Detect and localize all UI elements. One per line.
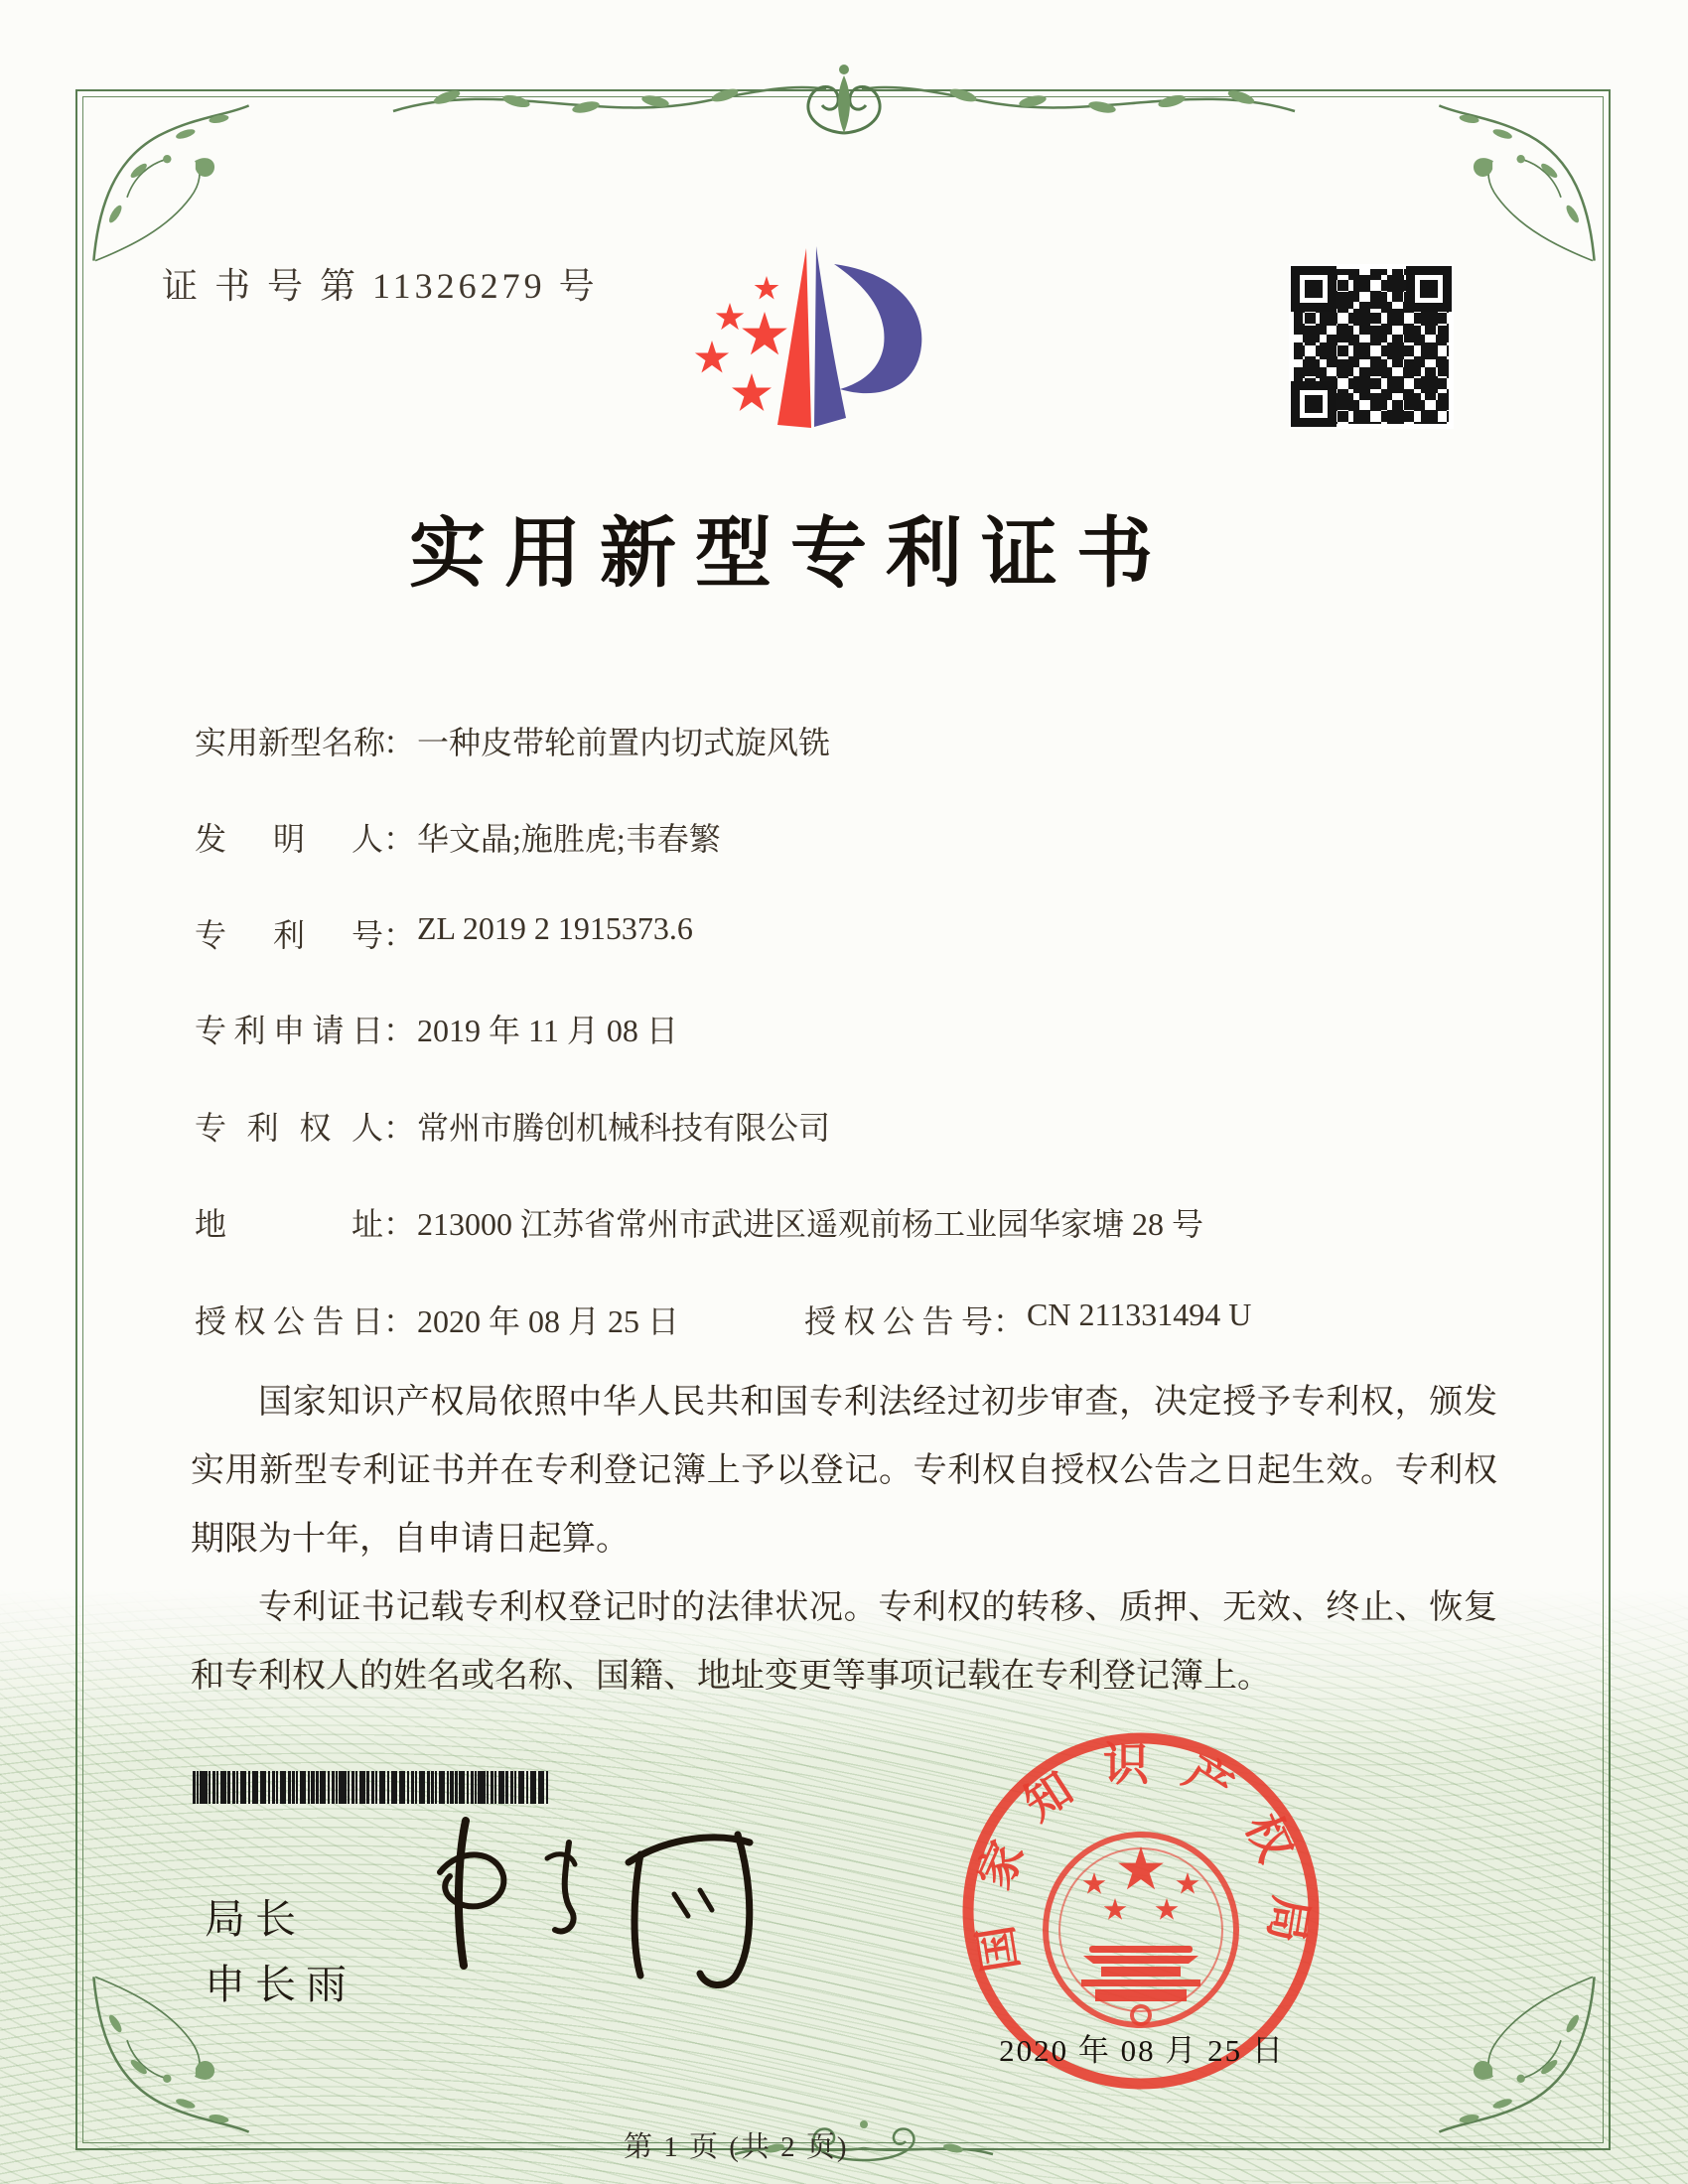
- legal-paragraph-1: 国家知识产权局依照中华人民共和国专利法经过初步审查，决定授予专利权，颁发实用新型专利证书并在专利登记簿上予以登记。专利权自授权公告之日起生效。专利权期限为十年，自申请日起算。: [191, 1384, 1497, 1558]
- field-value: 213000 江苏省常州市武进区遥观前杨工业园华家塘 28 号: [417, 1206, 1204, 1242]
- field-colon: ：: [383, 725, 416, 760]
- seal-agency-text: 国家知识产权局: [965, 1738, 1317, 1976]
- grant-no-group: [804, 1297, 1251, 1342]
- director-name-label: 申长雨: [205, 1962, 356, 2007]
- certificate-number: 证 书 号 第 11326279 号: [162, 266, 599, 306]
- field-label: 发明人: [195, 821, 383, 857]
- page-number-footer: 第 1 页 (共 2 页): [624, 2131, 849, 2163]
- director-signature-icon: [415, 1799, 802, 1997]
- field-value: 一种皮带轮前置内切式旋风铣: [417, 725, 831, 760]
- field-label: 专利申请日: [195, 1013, 383, 1048]
- field-label: 实用新型名称: [195, 725, 386, 760]
- qr-finder-top-left: [1291, 266, 1336, 312]
- certificate-title: 实用新型专利证书: [409, 511, 1172, 597]
- field-label: 地址: [195, 1206, 383, 1242]
- corner-flourish-top-right: [1436, 97, 1603, 264]
- field-value: 华文晶;施胜虎;韦春繁: [417, 821, 721, 857]
- field-row-name: [195, 718, 1485, 763]
- field-value: 2020 年 08 月 25 日: [417, 1303, 680, 1339]
- field-colon: ：: [383, 1303, 416, 1339]
- field-colon: ：: [383, 821, 416, 857]
- field-label: 专利号: [195, 917, 383, 953]
- corner-flourish-bottom-right: [1436, 1974, 1603, 2140]
- field-label: 授权公告日: [195, 1303, 383, 1339]
- field-colon: ：: [383, 917, 416, 953]
- field-label: 授权公告号: [804, 1303, 993, 1339]
- field-value: CN 211331494 U: [1027, 1297, 1252, 1332]
- cnipa-logo-icon: [683, 234, 931, 441]
- field-row-filing-date: [195, 1006, 1485, 1051]
- qr-finder-top-right: [1406, 266, 1452, 312]
- field-value: 常州市腾创机械科技有限公司: [417, 1110, 831, 1146]
- field-row-inventors: [195, 814, 1485, 860]
- top-garland-ornament: [377, 50, 1311, 145]
- director-title-label: 局长: [205, 1896, 306, 1942]
- national-emblem-icon: [1046, 1835, 1236, 2025]
- legal-text-block: [191, 1368, 1497, 1710]
- field-row-patent-no: [195, 910, 1485, 956]
- corner-flourish-top-left: [85, 97, 252, 264]
- field-label: 专利权人: [195, 1110, 383, 1146]
- field-row-patentee: [195, 1103, 1485, 1149]
- field-colon: ：: [383, 1110, 416, 1146]
- field-colon: ：: [993, 1303, 1026, 1339]
- field-row-address: [195, 1199, 1485, 1245]
- field-value: ZL 2019 2 1915373.6: [417, 910, 693, 946]
- legal-paragraph-2: 专利证书记载专利权登记时的法律状况。专利权的转移、质押、无效、终止、恢复和专利权人的姓名或名称、国籍、地址变更等事项记载在专利登记簿上。: [191, 1589, 1497, 1695]
- field-row-grant: [195, 1297, 1485, 1342]
- qr-code: [1289, 264, 1454, 429]
- field-value: 2019 年 11 月 08 日: [417, 1013, 678, 1048]
- field-colon: ：: [383, 1013, 416, 1048]
- field-colon: ：: [383, 1206, 416, 1242]
- qr-finder-bottom-left: [1291, 381, 1336, 427]
- seal-date: 2020 年 08 月 25 日: [999, 2033, 1285, 2068]
